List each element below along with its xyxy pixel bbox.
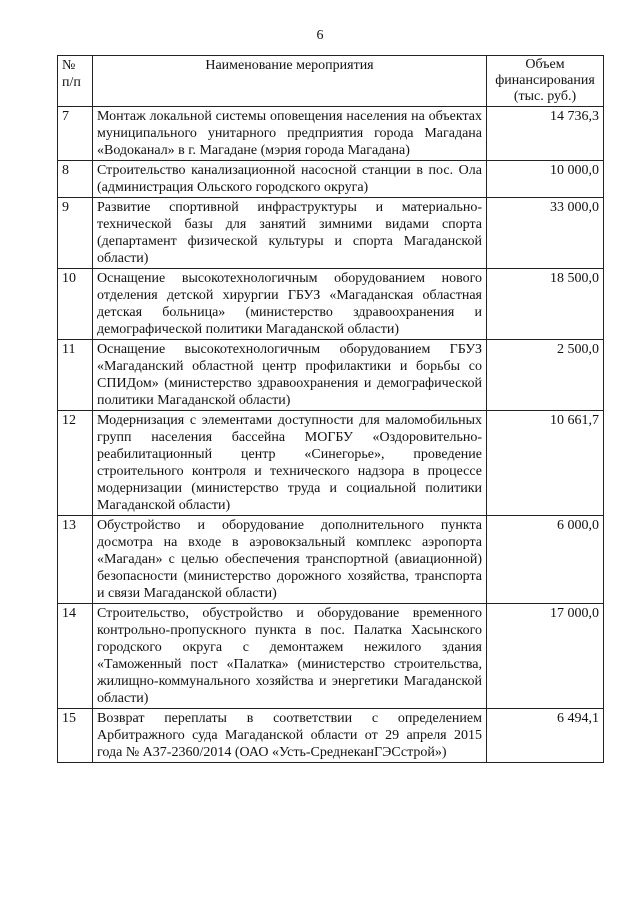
row-number: 10 [58, 269, 93, 340]
row-amount: 2 500,0 [487, 340, 604, 411]
table-row [58, 604, 604, 709]
table-row [58, 709, 604, 763]
row-amount: 10 661,7 [487, 411, 604, 516]
row-amount: 18 500,0 [487, 269, 604, 340]
row-name: Развитие спортивной инфраструктуры и материально-технической базы для занятий зимними видами спорта (департамент физической культуры и спорта Магаданской области) [93, 198, 487, 269]
row-name: Обустройство и оборудование дополнительного пункта досмотра на входе в аэровокзальный комплекс аэропорта «Магадан» с целью обеспечения транспортной (авиационной) безопасности (министерство дорожного хозяйства, транспорта и связи Магаданской области) [93, 516, 487, 604]
table-row [58, 411, 604, 516]
row-name: Монтаж локальной системы оповещения населения на объектах муниципального унитарного предприятия города Магадана «Водоканал» в г. Магадане (мэрия города Магадана) [93, 107, 487, 161]
row-amount: 33 000,0 [487, 198, 604, 269]
header-number: № п/п [58, 56, 93, 107]
table-row [58, 107, 604, 161]
row-number: 11 [58, 340, 93, 411]
header-name: Наименование мероприятия [93, 56, 487, 107]
row-number: 15 [58, 709, 93, 763]
table-row [58, 161, 604, 198]
row-amount: 6 494,1 [487, 709, 604, 763]
row-name: Оснащение высокотехнологичным оборудованием ГБУЗ «Магаданский областной центр профилактики и борьбы со СПИДом» (министерство здравоохранения и демографической политики Магаданской области) [93, 340, 487, 411]
table-row [58, 269, 604, 340]
table-header-row [58, 56, 604, 107]
row-name: Строительство канализационной насосной станции в пос. Ола (администрация Ольского городского округа) [93, 161, 487, 198]
row-amount: 10 000,0 [487, 161, 604, 198]
row-name: Возврат переплаты в соответствии с определением Арбитражного суда Магаданской области от 29 апреля 2015 года № А37-2360/2014 (ОАО «Усть-СреднеканГЭСстрой») [93, 709, 487, 763]
row-amount: 14 736,3 [487, 107, 604, 161]
row-number: 14 [58, 604, 93, 709]
header-amount: Объем финансирования (тыс. руб.) [487, 56, 604, 107]
table-row [58, 340, 604, 411]
row-amount: 6 000,0 [487, 516, 604, 604]
row-name: Строительство, обустройство и оборудование временного контрольно-пропускного пункта в пос. Палатка Хасынского городского округа с демонтажем нежилого здания «Таможенный пост «Палатка» (министерство строительства, жилищно-коммунального хозяйства и энергетики Магаданской области) [93, 604, 487, 709]
financing-table [57, 55, 604, 763]
row-number: 12 [58, 411, 93, 516]
row-number: 9 [58, 198, 93, 269]
row-amount: 17 000,0 [487, 604, 604, 709]
row-number: 7 [58, 107, 93, 161]
table-row [58, 198, 604, 269]
row-name: Оснащение высокотехнологичным оборудованием нового отделения детской хирургии ГБУЗ «Магаданская областная детская больница» (министерство здравоохранения и демографической политики Магаданской области) [93, 269, 487, 340]
row-number: 8 [58, 161, 93, 198]
page-number: 6 [316, 28, 324, 43]
row-number: 13 [58, 516, 93, 604]
row-name: Модернизация с элементами доступности для маломобильных групп населения бассейна МОГБУ «Оздоровительно-реабилитационный центр «Синегорье», проведение строительного контроля и технического надзора в процессе модернизации (министерство труда и социальной политики Магаданской области) [93, 411, 487, 516]
table-row [58, 516, 604, 604]
